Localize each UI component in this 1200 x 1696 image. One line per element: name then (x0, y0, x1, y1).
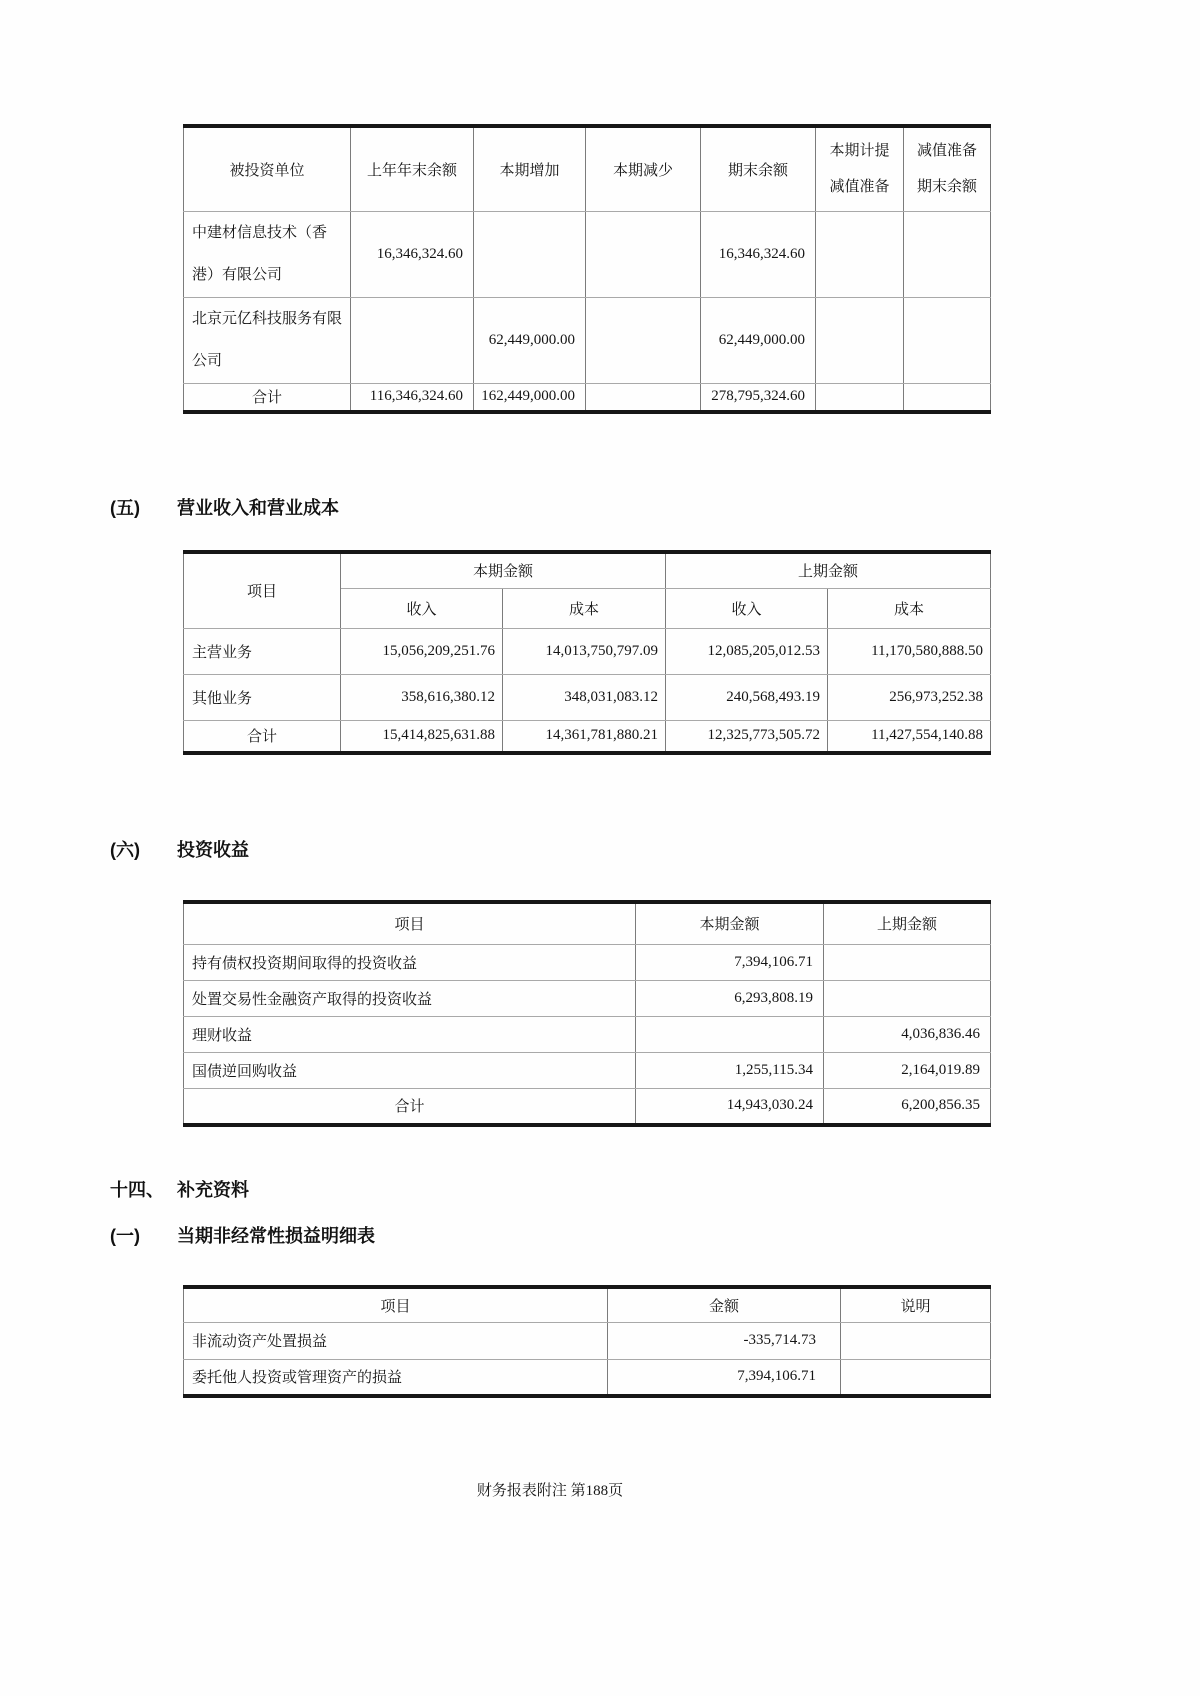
cell-current: 1,255,115.34 (636, 1052, 824, 1088)
cell-current-income: 15,056,209,251.76 (341, 628, 503, 674)
cell-current-income: 15,414,825,631.88 (341, 720, 503, 753)
cell-total-label: 合计 (184, 1088, 636, 1125)
col-header-cost: 成本 (503, 588, 666, 628)
cell-prior (824, 980, 991, 1016)
cell-current-income: 358,616,380.12 (341, 674, 503, 720)
cell-decrease (586, 383, 701, 412)
total-row (184, 1088, 991, 1125)
cell-note (841, 1322, 991, 1359)
cell-current-cost: 14,013,750,797.09 (503, 628, 666, 674)
table-row (184, 1016, 991, 1052)
col-header-income: 收入 (341, 588, 503, 628)
col-header-income: 收入 (666, 588, 828, 628)
table-row (184, 1359, 991, 1396)
cell-provision (816, 211, 904, 297)
cell-provision-end (904, 297, 991, 383)
cell-investee: 中建材信息技术（香港）有限公司 (184, 211, 351, 297)
cell-prior-cost: 11,170,580,888.50 (828, 628, 991, 674)
cell-amount: 7,394,106.71 (608, 1359, 841, 1396)
cell-current (636, 1016, 824, 1052)
col-header-period-end: 期末余额 (701, 126, 816, 211)
section-number: (五) (110, 498, 140, 518)
cell-item: 非流动资产处置损益 (184, 1322, 608, 1359)
header-row (184, 1287, 991, 1322)
table-row (184, 980, 991, 1016)
section-14-1-heading (110, 1222, 375, 1248)
col-header-prior: 上期金额 (824, 902, 991, 944)
cell-item: 处置交易性金融资产取得的投资收益 (184, 980, 636, 1016)
cell-current-cost: 14,361,781,880.21 (503, 720, 666, 753)
cell-provision (816, 383, 904, 412)
cell-prior-cost: 11,427,554,140.88 (828, 720, 991, 753)
table-row (184, 1322, 991, 1359)
col-header-decrease: 本期减少 (586, 126, 701, 211)
cell-current: 14,943,030.24 (636, 1088, 824, 1125)
cell-prev-year-end: 116,346,324.60 (351, 383, 474, 412)
page-footer: 财务报表附注 第188页 (476, 1483, 624, 1499)
section-number: (六) (110, 840, 140, 860)
cell-prior-income: 12,325,773,505.72 (666, 720, 828, 753)
cell-period-end: 16,346,324.60 (701, 211, 816, 297)
col-header-current: 本期金额 (636, 902, 824, 944)
revenue-cost-table (183, 550, 991, 755)
table-row (184, 211, 991, 297)
cell-note (841, 1359, 991, 1396)
col-header-note: 说明 (841, 1287, 991, 1322)
table-row (184, 1052, 991, 1088)
group-header-row (184, 552, 991, 588)
cell-provision-end (904, 383, 991, 412)
cell-current-cost: 348,031,083.12 (503, 674, 666, 720)
section-14-heading (110, 1176, 249, 1202)
header-row (184, 902, 991, 944)
cell-decrease (586, 211, 701, 297)
cell-total-label: 合计 (184, 720, 341, 753)
col-header-increase: 本期增加 (474, 126, 586, 211)
section-6-heading (110, 836, 249, 862)
table-row (184, 944, 991, 980)
cell-total-label: 合计 (184, 383, 351, 412)
cell-period-end: 62,449,000.00 (701, 297, 816, 383)
cell-period-end: 278,795,324.60 (701, 383, 816, 412)
cell-prior-income: 240,568,493.19 (666, 674, 828, 720)
cell-prior: 2,164,019.89 (824, 1052, 991, 1088)
cell-item: 持有债权投资期间取得的投资收益 (184, 944, 636, 980)
col-header-prior-period: 上期金额 (666, 552, 991, 588)
table-row (184, 628, 991, 674)
col-header-item: 项目 (184, 902, 636, 944)
section-number: 十四、 (110, 1180, 164, 1200)
section-5-heading (110, 494, 339, 520)
cell-increase (474, 211, 586, 297)
col-header-cost: 成本 (828, 588, 991, 628)
section-number: (一) (110, 1226, 140, 1246)
cell-item: 委托他人投资或管理资产的损益 (184, 1359, 608, 1396)
cell-item: 主营业务 (184, 628, 341, 674)
cell-current: 7,394,106.71 (636, 944, 824, 980)
header-row (184, 126, 991, 211)
section-title: 投资收益 (177, 840, 249, 860)
col-header-provision (816, 126, 904, 211)
table-row (184, 674, 991, 720)
total-row (184, 383, 991, 412)
table-row (184, 297, 991, 383)
col-header-item: 项目 (184, 1287, 608, 1322)
investment-balance-table (183, 124, 991, 414)
cell-prior-cost: 256,973,252.38 (828, 674, 991, 720)
cell-amount: -335,714.73 (608, 1322, 841, 1359)
cell-current: 6,293,808.19 (636, 980, 824, 1016)
cell-prev-year-end: 16,346,324.60 (351, 211, 474, 297)
cell-decrease (586, 297, 701, 383)
cell-increase: 162,449,000.00 (474, 383, 586, 412)
cell-investee: 北京元亿科技服务有限公司 (184, 297, 351, 383)
cell-prior-income: 12,085,205,012.53 (666, 628, 828, 674)
col-header-current-period: 本期金额 (341, 552, 666, 588)
section-title: 补充资料 (177, 1180, 249, 1200)
col-header-prev-year-end: 上年年末余额 (351, 126, 474, 211)
cell-item: 理财收益 (184, 1016, 636, 1052)
nonrecurring-items-table (183, 1285, 991, 1398)
col-header-investee: 被投资单位 (184, 126, 351, 211)
col-header-provision-end (904, 126, 991, 211)
cell-prev-year-end (351, 297, 474, 383)
cell-item: 其他业务 (184, 674, 341, 720)
section-title: 营业收入和营业成本 (177, 498, 339, 518)
col-header-item: 项目 (184, 552, 341, 628)
total-row (184, 720, 991, 753)
col-header-amount: 金额 (608, 1287, 841, 1322)
cell-item: 国债逆回购收益 (184, 1052, 636, 1088)
investment-income-table (183, 900, 991, 1127)
header-line: 减值准备 (829, 179, 890, 196)
header-line: 减值准备 (916, 143, 977, 160)
section-title: 当期非经常性损益明细表 (177, 1226, 375, 1246)
cell-provision (816, 297, 904, 383)
cell-prior: 4,036,836.46 (824, 1016, 991, 1052)
header-line: 期末余额 (916, 179, 977, 196)
header-line: 本期计提 (829, 143, 890, 160)
cell-increase: 62,449,000.00 (474, 297, 586, 383)
cell-provision-end (904, 211, 991, 297)
cell-prior (824, 944, 991, 980)
cell-prior: 6,200,856.35 (824, 1088, 991, 1125)
